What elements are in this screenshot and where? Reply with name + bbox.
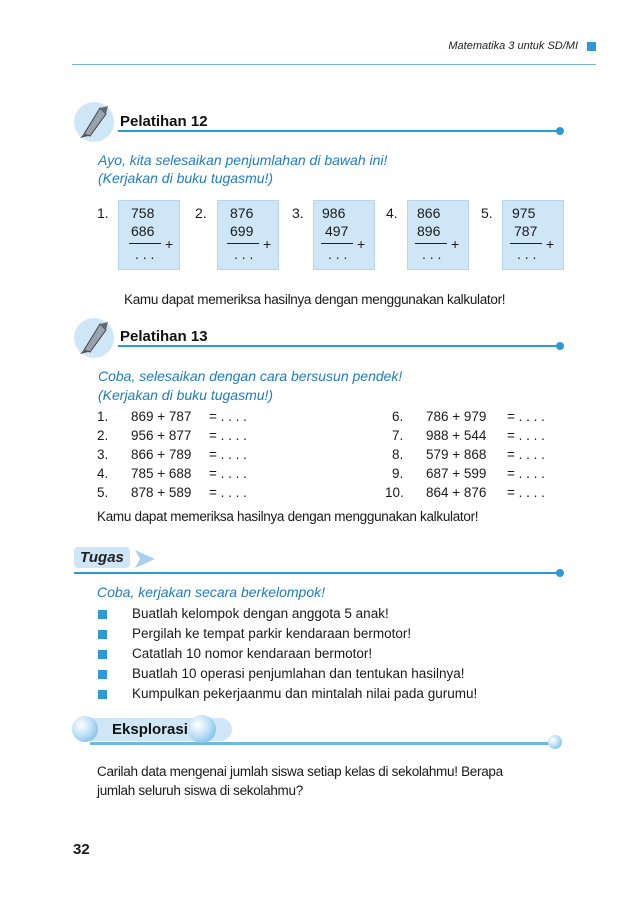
sum-line: [227, 243, 259, 244]
sum-line: [129, 243, 161, 244]
rocket-icon: [72, 100, 116, 144]
sum-line: [321, 243, 353, 244]
plus-sign: +: [451, 236, 460, 252]
calculator-note: Kamu dapat memeriksa hasilnya dengan menggunakan kalkulator!: [97, 509, 479, 524]
instruction-line: (Kerjakan di buku tugasmu!): [98, 170, 274, 186]
exercise-addend: 787: [514, 223, 538, 239]
exercise-addend: 986: [322, 205, 346, 221]
sum-line: [510, 243, 542, 244]
bubble-icon: [72, 716, 98, 742]
problem-equals: = . . . .: [507, 447, 545, 462]
bullet-square-icon: [98, 610, 107, 619]
problem-expression: 864 + 876: [426, 485, 487, 500]
bullet-square-icon: [98, 670, 107, 679]
problem-equals: = . . . .: [209, 485, 247, 500]
problem-number: 8.: [392, 447, 404, 462]
exercise-addend: 896: [417, 223, 441, 239]
instruction-line: Coba, selesaikan dengan cara bersusun pendek!: [98, 368, 403, 384]
exercise-addend: 758: [131, 205, 155, 221]
exercise-number: 3.: [292, 205, 304, 221]
exercise-addend: 866: [417, 205, 441, 221]
exercise-addend: 497: [325, 223, 349, 239]
problem-number: 1.: [97, 409, 109, 424]
exercise-addend: 699: [230, 223, 254, 239]
problem-number: 2.: [97, 428, 109, 443]
problem-equals: = . . . .: [507, 428, 545, 443]
sum-line: [415, 243, 447, 244]
page-number: 32: [73, 841, 90, 858]
plus-sign: +: [357, 236, 366, 252]
problem-number: 7.: [392, 428, 404, 443]
header-square-icon: [587, 42, 596, 51]
eksplorasi-text: jumlah seluruh siswa di sekolahmu?: [97, 783, 303, 798]
pelatihan-12-title: Pelatihan 12: [120, 113, 208, 130]
problem-expression: 687 + 599: [426, 466, 487, 481]
header-divider: [72, 64, 596, 65]
problem-expression: 786 + 979: [426, 409, 487, 424]
section-dot: [556, 569, 564, 577]
problem-expression: 785 + 688: [131, 466, 192, 481]
problem-equals: = . . . .: [507, 466, 545, 481]
problem-number: 6.: [392, 409, 404, 424]
problem-number: 9.: [392, 466, 404, 481]
problem-expression: 866 + 789: [131, 447, 192, 462]
instruction-line: Coba, kerjakan secara berkelompok!: [97, 584, 326, 600]
section-underline: [118, 130, 560, 132]
problem-equals: = . . . .: [209, 466, 247, 481]
task-item: Catatlah 10 nomor kendaraan bermotor!: [132, 646, 373, 661]
answer-blank: . . .: [135, 246, 155, 262]
task-item: Pergilah ke tempat parkir kendaraan bermotor!: [132, 626, 412, 641]
instruction-line: Ayo, kita selesaikan penjumlahan di bawah ini!: [98, 152, 388, 168]
problem-number: 10.: [385, 485, 404, 500]
section-underline: [118, 345, 560, 347]
task-item: Buatlah 10 operasi penjumlahan dan tentukan hasilnya!: [132, 666, 465, 681]
exercise-addend: 686: [131, 223, 155, 239]
section-dot: [556, 342, 564, 350]
exercise-number: 2.: [195, 205, 207, 221]
problem-number: 4.: [97, 466, 109, 481]
bubble-icon: [188, 715, 216, 743]
exercise-addend: 975: [512, 205, 536, 221]
answer-blank: . . .: [422, 246, 442, 262]
problem-expression: 579 + 868: [426, 447, 487, 462]
bullet-square-icon: [98, 690, 107, 699]
problem-expression: 988 + 544: [426, 428, 487, 443]
section-underline: [90, 742, 552, 745]
task-item: Kumpulkan pekerjaanmu dan mintalah nilai pada gurumu!: [132, 686, 478, 701]
eksplorasi-text: Carilah data mengenai jumlah siswa setiap kelas di sekolahmu! Berapa: [97, 764, 503, 779]
pelatihan-13-title: Pelatihan 13: [120, 328, 208, 345]
problem-expression: 956 + 877: [131, 428, 192, 443]
bullet-square-icon: [98, 650, 107, 659]
bubble-icon: [548, 735, 562, 749]
bullet-square-icon: [98, 630, 107, 639]
problem-equals: = . . . .: [209, 428, 247, 443]
problem-equals: = . . . .: [507, 409, 545, 424]
problem-expression: 869 + 787: [131, 409, 192, 424]
exercise-number: 1.: [97, 205, 109, 221]
plus-sign: +: [546, 236, 555, 252]
exercise-number: 5.: [481, 205, 493, 221]
problem-expression: 878 + 589: [131, 485, 192, 500]
running-header: Matematika 3 untuk SD/MI: [448, 40, 578, 52]
section-underline: [74, 572, 560, 574]
problem-equals: = . . . .: [209, 409, 247, 424]
problem-number: 3.: [97, 447, 109, 462]
exercise-addend: 876: [230, 205, 254, 221]
problem-equals: = . . . .: [209, 447, 247, 462]
instruction-line: (Kerjakan di buku tugasmu!): [98, 387, 274, 403]
calculator-note: Kamu dapat memeriksa hasilnya dengan menggunakan kalkulator!: [124, 292, 506, 307]
answer-blank: . . .: [234, 246, 254, 262]
rocket-icon: [72, 316, 116, 360]
exercise-number: 4.: [386, 205, 398, 221]
plus-sign: +: [165, 236, 174, 252]
task-item: Buatlah kelompok dengan anggota 5 anak!: [132, 606, 389, 621]
answer-blank: . . .: [517, 246, 537, 262]
answer-blank: . . .: [328, 246, 348, 262]
tugas-label: Tugas: [74, 547, 130, 568]
problem-number: 5.: [97, 485, 109, 500]
plus-sign: +: [263, 236, 272, 252]
arrow-right-icon: [133, 548, 157, 570]
problem-equals: = . . . .: [507, 485, 545, 500]
eksplorasi-title: Eksplorasi: [82, 718, 232, 741]
section-dot: [556, 127, 564, 135]
